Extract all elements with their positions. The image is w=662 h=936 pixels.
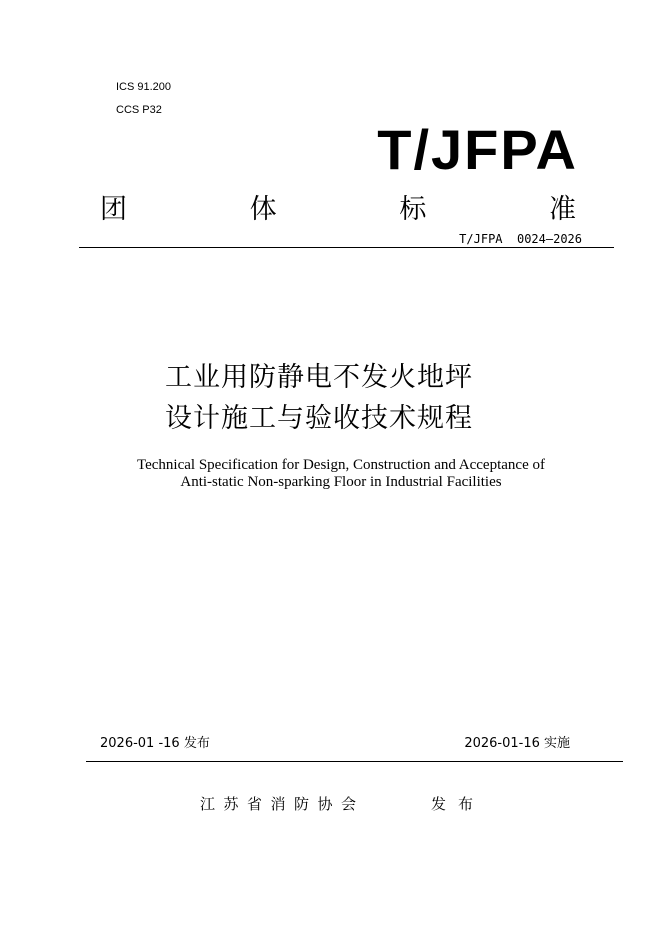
issue-date: 2026-01 -16 发布 <box>100 736 210 751</box>
standard-brand-logo: T/JFPA <box>377 118 578 181</box>
english-title-line-2: Anti-static Non-sparking Floor in Industrial Facilities <box>180 474 502 490</box>
english-title-line-1: Technical Specification for Design, Construction and Acceptance of <box>137 457 545 473</box>
standard-type-char: 体 <box>249 194 277 225</box>
standard-type-char: 团 <box>100 194 127 225</box>
implementation-date: 2026-01-16 实施 <box>464 736 570 751</box>
chinese-title-line-2: 设计施工与验收技术规程 <box>165 403 473 434</box>
ics-code: ICS 91.200 <box>116 81 172 93</box>
chinese-title-line-1: 工业用防静电不发火地坪 <box>165 362 473 393</box>
ccs-code: CCS P32 <box>116 104 162 116</box>
footer-divider <box>86 761 623 762</box>
publisher-name: 江苏省消防协会 <box>200 795 365 813</box>
standard-number: T/JFPA 0024—2026 <box>459 232 582 246</box>
header-divider <box>79 247 614 248</box>
standard-type-char: 准 <box>548 194 576 225</box>
standard-type-char: 标 <box>399 194 427 225</box>
standard-type-heading <box>100 194 576 226</box>
publish-label: 发布 <box>431 795 486 813</box>
